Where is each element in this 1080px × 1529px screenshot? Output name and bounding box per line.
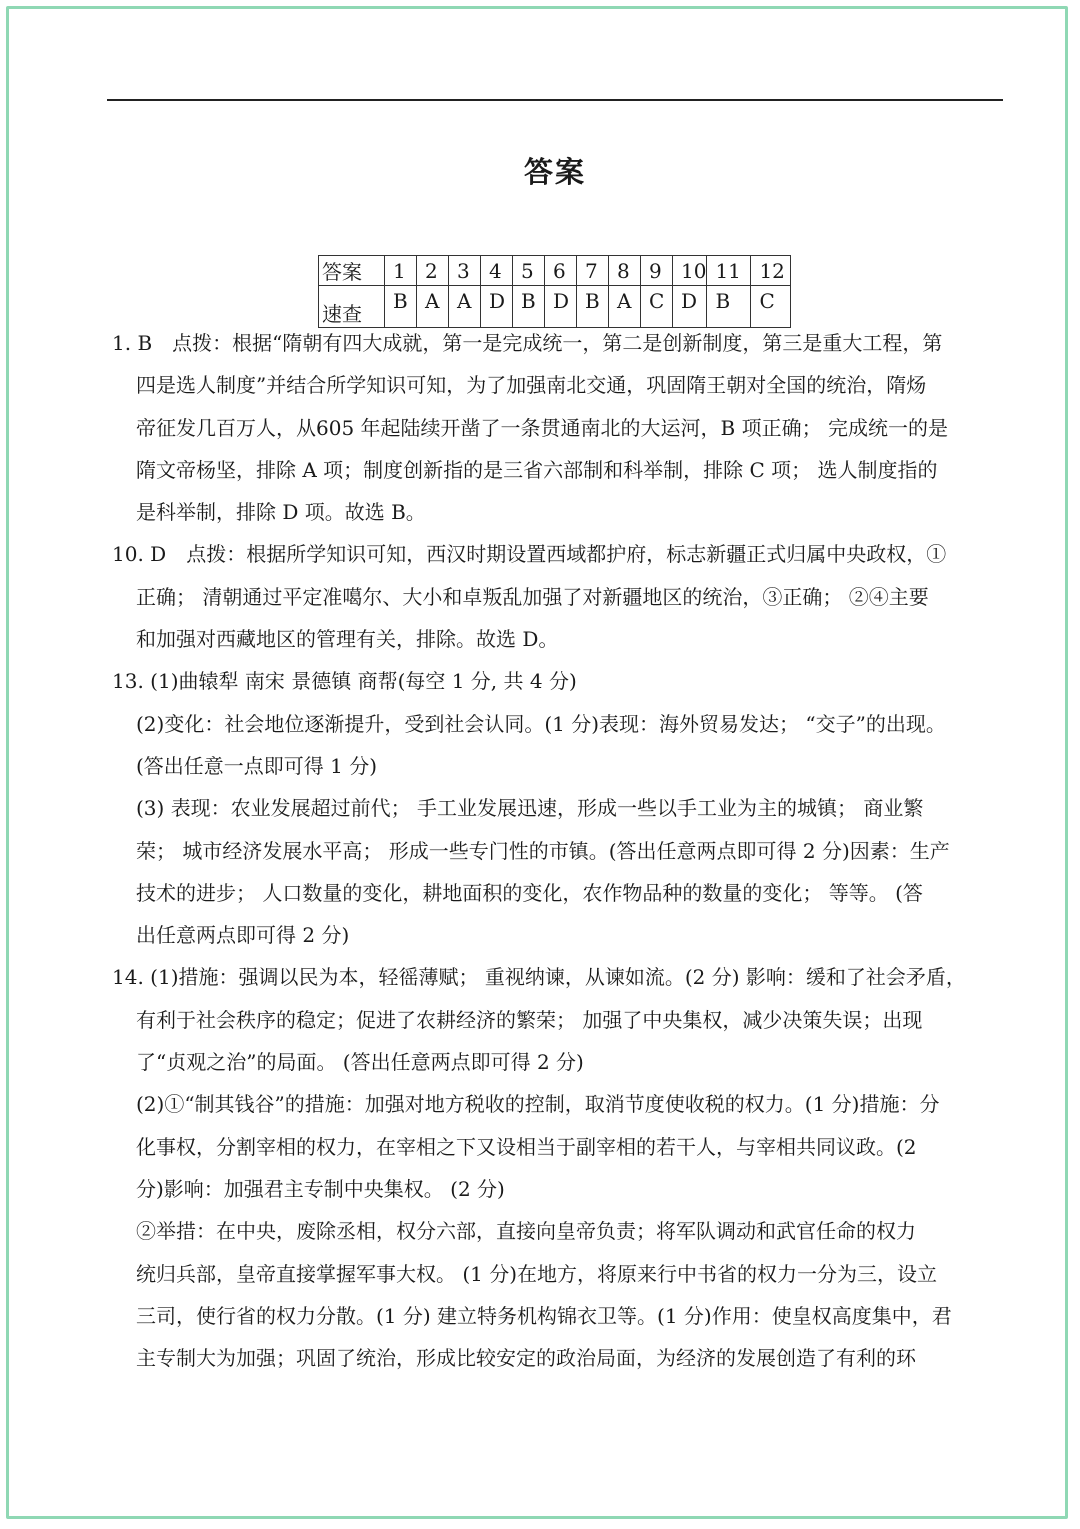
text-line: 10. D 点拨：根据所学知识可知，西汉时期设置西域都护府，标志新疆正式归属中央政权，① (112, 542, 947, 567)
text-line: 统归兵部，皇帝直接掌握军事大权。 (1 分)在地方，将原来行中书省的权力一分为三，设立 (136, 1261, 938, 1286)
page-title: 答案 (523, 155, 586, 189)
text-line: 1. B 点拨：根据“隋朝有四大成就，第一是完成统一，第二是创新制度，第三是重大工程，第 (112, 331, 943, 355)
text-line: 出任意两点即可得 2 分) (136, 923, 350, 948)
answer-cell: A (417, 286, 449, 328)
question-number-cell: 6 (545, 256, 577, 286)
text-line: 技术的进步； 人口数量的变化，耕地面积的变化，农作物品种的数量的变化； 等等。 (答 (136, 880, 923, 905)
text-line: 主专制大为加强；巩固了统治，形成比较安定的政治局面，为经济的发展创造了有利的环 (136, 1346, 916, 1371)
table-row-numbers (319, 256, 791, 286)
answer-cell: D (481, 286, 513, 328)
text-line: 有利于社会秩序的稳定；促进了农耕经济的繁荣； 加强了中央集权，减少决策失误；出现 (136, 1007, 923, 1032)
text-line: 四是选人制度”并结合所学知识可知，为了加强南北交通，巩固隋王朝对全国的统治，隋炀 (136, 373, 927, 398)
text-line: (答出任意一点即可得 1 分) (136, 753, 378, 778)
answer-explanations (112, 322, 1012, 1379)
question-number-cell: 7 (577, 256, 609, 286)
answer-cell: D (545, 286, 577, 328)
question-number-cell: 5 (513, 256, 545, 286)
question-number-cell: 8 (609, 256, 641, 286)
text-line: 隋文帝杨坚，排除 A 项；制度创新指的是三省六部制和科举制，排除 C 项； 选人制度指的 (136, 457, 938, 482)
text-line: 了“贞观之治”的局面。 (答出任意两点即可得 2 分) (136, 1050, 584, 1075)
answer-cell: B (513, 286, 545, 328)
question-number-cell: 12 (751, 256, 791, 286)
answer-quick-table (318, 255, 791, 328)
header-rule (107, 99, 1003, 101)
question-number-cell: 3 (449, 256, 481, 286)
question-number-cell: 1 (385, 256, 417, 286)
text-line: (2)变化：社会地位逐渐提升，受到社会认同。(1 分)表现：海外贸易发达； “交子”的出现。 (136, 711, 946, 736)
text-line: (3) 表现：农业发展超过前代； 手工业发展迅速，形成一些以手工业为主的城镇； 商业繁 (136, 796, 924, 821)
text-line: ②举措：在中央，废除丞相，权分六部，直接向皇帝负责；将军队调动和武官任命的权力 (136, 1219, 916, 1244)
answer-cell: D (673, 286, 707, 328)
answer-cell: C (751, 286, 791, 328)
question-number-cell: 11 (707, 256, 751, 286)
question-number-cell: 10 (673, 256, 707, 286)
text-line: 正确； 清朝通过平定准噶尔、大小和卓叛乱加强了对新疆地区的统治，③正确； ②④主要 (136, 584, 929, 609)
question-number-cell: 4 (481, 256, 513, 286)
question-number-cell: 2 (417, 256, 449, 286)
text-line: 13. (1)曲辕犁 南宋 景德镇 商帮(每空 1 分, 共 4 分) (112, 669, 577, 694)
answer-cell: C (641, 286, 673, 328)
answer-cell: B (577, 286, 609, 328)
text-line: 是科举制，排除 D 项。故选 B。 (136, 500, 426, 525)
question-number-cell: 9 (641, 256, 673, 286)
text-line: (2)①“制其钱谷”的措施：加强对地方税收的控制，取消节度使收税的权力。(1 分)措施：分 (136, 1092, 940, 1117)
text-line: 三司，使行省的权力分散。(1 分) 建立特务机构锦衣卫等。(1 分)作用：使皇权高度集中，君 (136, 1303, 952, 1328)
text-line: 和加强对西藏地区的管理有关，排除。故选 D。 (136, 627, 559, 652)
text-line: 分)影响：加强君主专制中央集权。 (2 分) (136, 1176, 505, 1201)
text-line: 帝征发几百万人，从605 年起陆续开凿了一条贯通南北的大运河，B 项正确； 完成统一的是 (136, 415, 948, 440)
answer-cell: B (385, 286, 417, 328)
table-header-cell: 速查 (319, 286, 385, 328)
text-line: 化事权，分割宰相的权力，在宰相之下又设相当于副宰相的若干人，与宰相共同议政。(2 (136, 1134, 917, 1159)
answer-cell: B (707, 286, 751, 328)
table-header-cell: 答案 (319, 256, 385, 286)
text-line: 荣； 城市经济发展水平高； 形成一些专门性的市镇。(答出任意两点即可得 2 分)因素：生产 (136, 838, 950, 863)
answer-cell: A (609, 286, 641, 328)
text-line: 14. (1)措施：强调以民为本，轻徭薄赋； 重视纳谏，从谏如流。(2 分) 影响：缓和了社会矛盾， (112, 965, 966, 990)
answer-cell: A (449, 286, 481, 328)
